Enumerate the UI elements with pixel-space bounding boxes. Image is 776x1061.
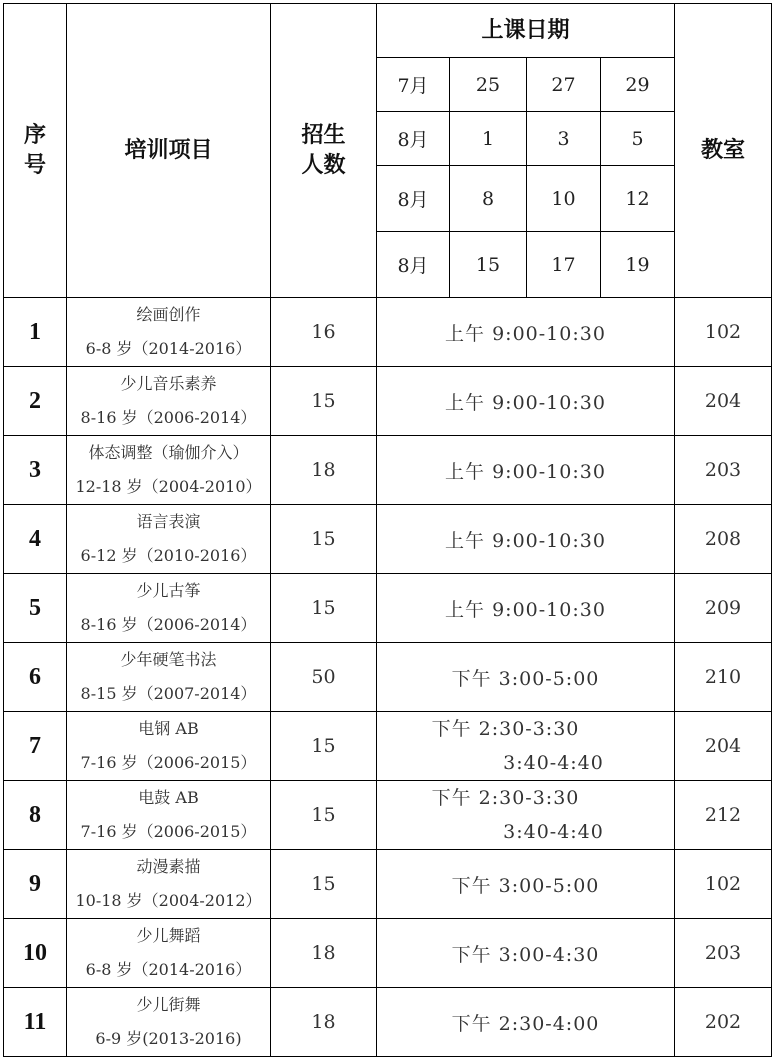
enrollment-count: 16 [271,298,377,367]
program-name: 动漫素描 [136,857,201,876]
classroom: 203 [675,436,772,505]
enroll-header: 招生人数 [271,4,377,298]
enrollment-count: 15 [271,574,377,643]
class-time: 下午 3:00-5:00 [377,643,675,712]
program-cell [67,436,271,505]
program-age-range: 12-18 岁（2004-2010） [75,477,262,496]
table-row [4,988,772,1057]
program-cell [67,712,271,781]
date-day: 19 [601,232,675,298]
row-number: 6 [4,643,67,712]
program-name: 少儿音乐素养 [120,374,217,393]
classroom: 209 [675,574,772,643]
table-row [4,436,772,505]
enrollment-count: 18 [271,988,377,1057]
program-age-range: 8-15 岁（2007-2014） [80,684,257,703]
classroom: 208 [675,505,772,574]
program-age-range: 7-16 岁（2006-2015） [80,822,257,841]
program-age-range: 6-12 岁（2010-2016） [80,546,257,565]
row-number: 11 [4,988,67,1057]
date-month: 8月 [377,166,450,232]
project-header: 培训项目 [67,4,271,298]
program-name: 电鼓 AB [138,788,199,807]
date-month: 8月 [377,112,450,166]
header-row [4,4,772,58]
row-number: 8 [4,781,67,850]
class-time-slot: 下午 2:30-3:30 [431,787,580,809]
program-cell [67,988,271,1057]
program-age-range: 8-16 岁（2006-2014） [80,615,257,634]
date-day: 17 [527,232,601,298]
room-header: 教室 [675,4,772,298]
program-name: 语言表演 [136,512,201,531]
row-number: 2 [4,367,67,436]
program-age-range: 6-8 岁（2014-2016） [85,339,252,358]
row-number: 3 [4,436,67,505]
program-name: 绘画创作 [136,305,201,324]
row-number: 5 [4,574,67,643]
program-name: 少儿古筝 [136,581,201,600]
date-day: 8 [450,166,527,232]
table-row [4,643,772,712]
date-day: 27 [527,58,601,112]
program-cell [67,367,271,436]
class-time: 下午 3:00-4:30 [377,919,675,988]
date-day: 12 [601,166,675,232]
program-cell [67,850,271,919]
program-name: 少儿舞蹈 [136,926,201,945]
class-time [377,712,675,781]
date-month: 7月 [377,58,450,112]
table-row [4,505,772,574]
class-time: 上午 9:00-10:30 [377,298,675,367]
enrollment-count: 15 [271,712,377,781]
date-day: 29 [601,58,675,112]
date-day: 1 [450,112,527,166]
program-cell [67,781,271,850]
program-age-range: 7-16 岁（2006-2015） [80,753,257,772]
program-name: 体态调整（瑜伽介入） [88,443,249,462]
program-cell [67,298,271,367]
program-name: 少儿街舞 [136,995,201,1014]
row-number: 7 [4,712,67,781]
class-time-slot: 3:40-4:40 [503,821,604,843]
table-body [4,4,772,1057]
table-row [4,781,772,850]
classroom: 204 [675,367,772,436]
class-time: 下午 2:30-4:00 [377,988,675,1057]
schedule-sheet [3,3,772,1057]
enrollment-count: 15 [271,367,377,436]
date-month: 8月 [377,232,450,298]
class-time-slot: 下午 2:30-3:30 [431,718,580,740]
classroom: 210 [675,643,772,712]
classroom: 102 [675,298,772,367]
enrollment-count: 18 [271,436,377,505]
schedule-table [3,3,772,1057]
table-row [4,850,772,919]
program-name: 少年硬笔书法 [120,650,217,669]
row-number: 1 [4,298,67,367]
date-day: 15 [450,232,527,298]
class-time: 上午 9:00-10:30 [377,436,675,505]
enrollment-count: 15 [271,505,377,574]
classroom: 203 [675,919,772,988]
program-cell [67,919,271,988]
enrollment-count: 18 [271,919,377,988]
program-age-range: 8-16 岁（2006-2014） [80,408,257,427]
program-cell [67,643,271,712]
table-row [4,298,772,367]
program-age-range: 10-18 岁（2004-2012） [75,891,262,910]
row-number: 9 [4,850,67,919]
seq-header: 序号 [4,4,67,298]
classroom: 102 [675,850,772,919]
enrollment-count: 15 [271,850,377,919]
program-cell [67,574,271,643]
program-age-range: 6-8 岁（2014-2016） [85,960,252,979]
table-row [4,574,772,643]
row-number: 10 [4,919,67,988]
dates-title: 上课日期 [377,4,675,58]
table-row [4,367,772,436]
enrollment-count: 50 [271,643,377,712]
program-name: 电钢 AB [138,719,199,738]
class-time: 上午 9:00-10:30 [377,505,675,574]
row-number: 4 [4,505,67,574]
table-row [4,712,772,781]
class-time [377,781,675,850]
enrollment-count: 15 [271,781,377,850]
program-age-range: 6-9 岁(2013-2016) [95,1029,242,1048]
date-day: 25 [450,58,527,112]
date-day: 3 [527,112,601,166]
class-time-slot: 3:40-4:40 [503,752,604,774]
class-time: 上午 9:00-10:30 [377,367,675,436]
classroom: 212 [675,781,772,850]
date-day: 5 [601,112,675,166]
class-time: 下午 3:00-5:00 [377,850,675,919]
class-time: 上午 9:00-10:30 [377,574,675,643]
classroom: 202 [675,988,772,1057]
date-day: 10 [527,166,601,232]
table-row [4,919,772,988]
program-cell [67,505,271,574]
classroom: 204 [675,712,772,781]
